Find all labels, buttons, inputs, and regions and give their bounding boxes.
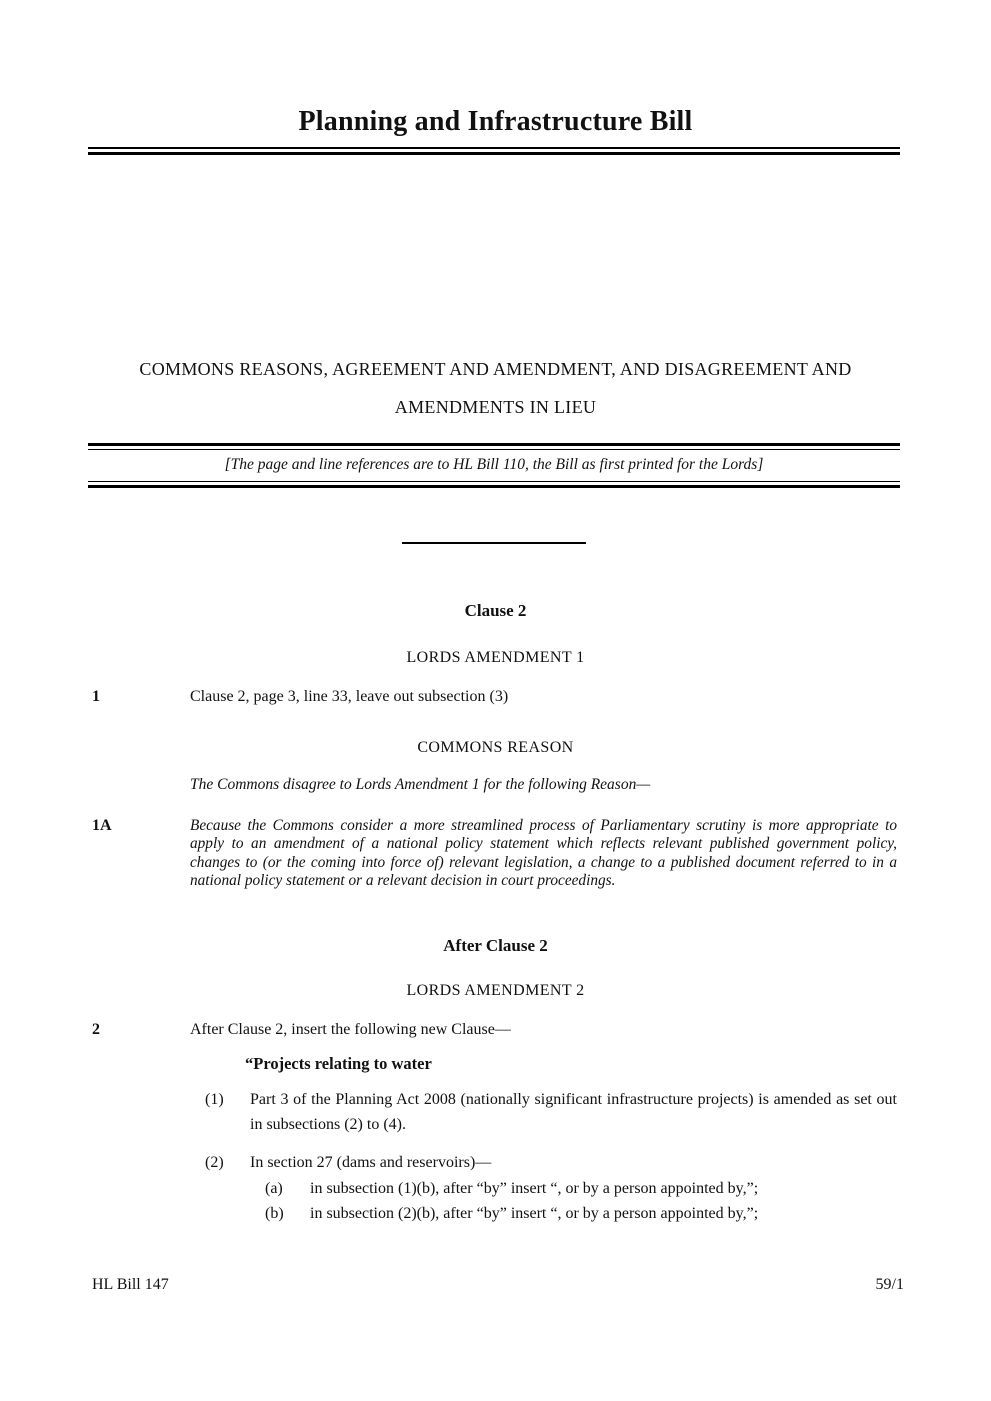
amendment-2-number: 2 xyxy=(92,1021,100,1038)
subsection-2-text: In section 27 (dams and reservoirs)— xyxy=(250,1154,492,1171)
document-heading xyxy=(0,350,991,426)
page-footer xyxy=(92,1276,904,1294)
new-clause-title: “Projects relating to water xyxy=(245,1054,432,1073)
reason-1a-text: Because the Commons consider a more streamlined process of Parliamentary scrutiny is more appropriate to apply to an amendment of a national policy statement which reflects relevant published government policy, changes to (or the coming into force of) relevant legislation, a change to a published document referred to in a national policy statement or a relevant decision in court proceedings. xyxy=(190,817,897,890)
page-reference: 59/1 xyxy=(875,1276,904,1293)
sub-paragraph-b-marker: (b) xyxy=(265,1205,284,1222)
reason-item-1a xyxy=(92,817,904,891)
document-heading-line1: COMMONS REASONS, AGREEMENT AND AMENDMENT, AND DISAGREEMENT AND xyxy=(139,359,852,379)
commons-reason-intro: The Commons disagree to Lords Amendment 1 for the following Reason— xyxy=(190,776,651,793)
amendment-item-1 xyxy=(92,688,904,707)
after-clause2-heading: After Clause 2 xyxy=(443,936,548,955)
subsection-1-text: Part 3 of the Planning Act 2008 (nationally significant infrastructure projects) is amended as set out in subsections (2) to (4). xyxy=(250,1091,897,1133)
lords-amendment-2-heading: LORDS AMENDMENT 2 xyxy=(406,982,585,999)
reference-note-box xyxy=(88,443,900,488)
document-heading-line2: AMENDMENTS IN LIEU xyxy=(394,397,597,417)
subsection-1 xyxy=(205,1087,897,1137)
reference-box-top-rule xyxy=(88,443,900,450)
commons-reason-heading: COMMONS REASON xyxy=(417,739,574,756)
sub-paragraph-b xyxy=(265,1201,890,1226)
subsection-1-marker: (1) xyxy=(205,1091,224,1108)
page-title: Planning and Infrastructure Bill xyxy=(298,106,693,137)
amendment-item-2 xyxy=(92,1021,904,1040)
lords-amendment-1-heading: LORDS AMENDMENT 1 xyxy=(406,649,585,666)
amendment-1-text: Clause 2, page 3, line 33, leave out subsection (3) xyxy=(190,688,509,705)
sub-paragraph-b-text: in subsection (2)(b), after “by” insert “, or by a person appointed by,”; xyxy=(310,1205,759,1222)
reference-note: [The page and line references are to HL Bill 110, the Bill as first printed for the Lords] xyxy=(224,456,764,473)
amendment-2-text: After Clause 2, insert the following new Clause— xyxy=(190,1021,511,1038)
amendment-1-number: 1 xyxy=(92,688,100,705)
sub-paragraph-a-marker: (a) xyxy=(265,1180,283,1197)
sub-paragraph-a-text: in subsection (1)(b), after “by” insert “, or by a person appointed by,”; xyxy=(310,1180,759,1197)
subsection-2-marker: (2) xyxy=(205,1154,224,1171)
section-divider-rule xyxy=(402,542,586,544)
clause2-heading: Clause 2 xyxy=(464,601,527,620)
sub-paragraph-a xyxy=(265,1176,890,1201)
reason-1a-number: 1A xyxy=(92,817,112,834)
title-double-rule xyxy=(88,147,900,155)
bill-number: HL Bill 147 xyxy=(92,1276,169,1293)
subsection-2 xyxy=(205,1150,897,1175)
reference-box-bottom-rule xyxy=(88,481,900,488)
